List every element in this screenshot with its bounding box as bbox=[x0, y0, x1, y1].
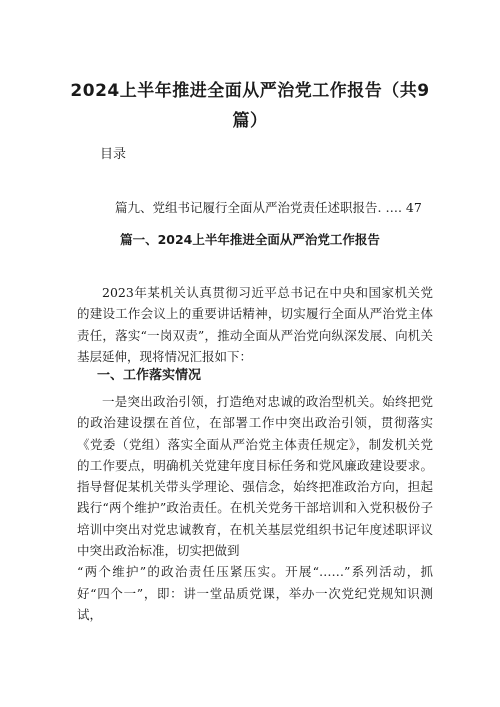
paragraph-intro: 2023年某机关认真贯彻习近平总书记在中央和国家机关党的建设工作会议上的重要讲话精神，切实履行全面从严治党主体责任，落实“一岗双责”，推动全面从严治党向纵深发展、向机关基层延伸，现将情况汇报如下： bbox=[77, 285, 433, 364]
paragraph-two-maintenances: “两个维护”的政治责任压紧压实。开展“……”系列活动，抓好“四个一”，即：讲一堂品质党课，举办一次党纪党规知识测试， bbox=[77, 564, 433, 622]
paragraph-body bbox=[77, 391, 433, 625]
document-title: 2024上半年推进全面从严治党工作报告（共9篇） bbox=[70, 81, 430, 131]
chapter-title: 篇一、2024上半年推进全面从严治党工作报告 bbox=[120, 232, 380, 247]
paragraph-political-leadership: 一是突出政治引领，打造绝对忠诚的政治型机关。始终把党的政治建设摆在首位，在部署工作中突出政治引领，贯彻落实《党委（党组）落实全面从严治党主体责任规定》，制发机关党的工作要点，明确机关党建年度目标任务和党风廉政建设要求。指导督促某机关带头学理论、强信念，始终把准政治方向，担起践行“两个维护”政治责任。在机关党务干部培训和入党积极份子培训中突出对党忠诚教育，在机关基层党组织书记年度述职评议中突出政治标准，切实把做到 bbox=[77, 394, 433, 559]
toc-label: 目录 bbox=[100, 147, 127, 162]
section-heading: 一、工作落实情况 bbox=[97, 368, 202, 383]
toc-entry[interactable]: 篇九、党组书记履行全面从严治党责任述职报告. …. 47 bbox=[115, 200, 422, 215]
